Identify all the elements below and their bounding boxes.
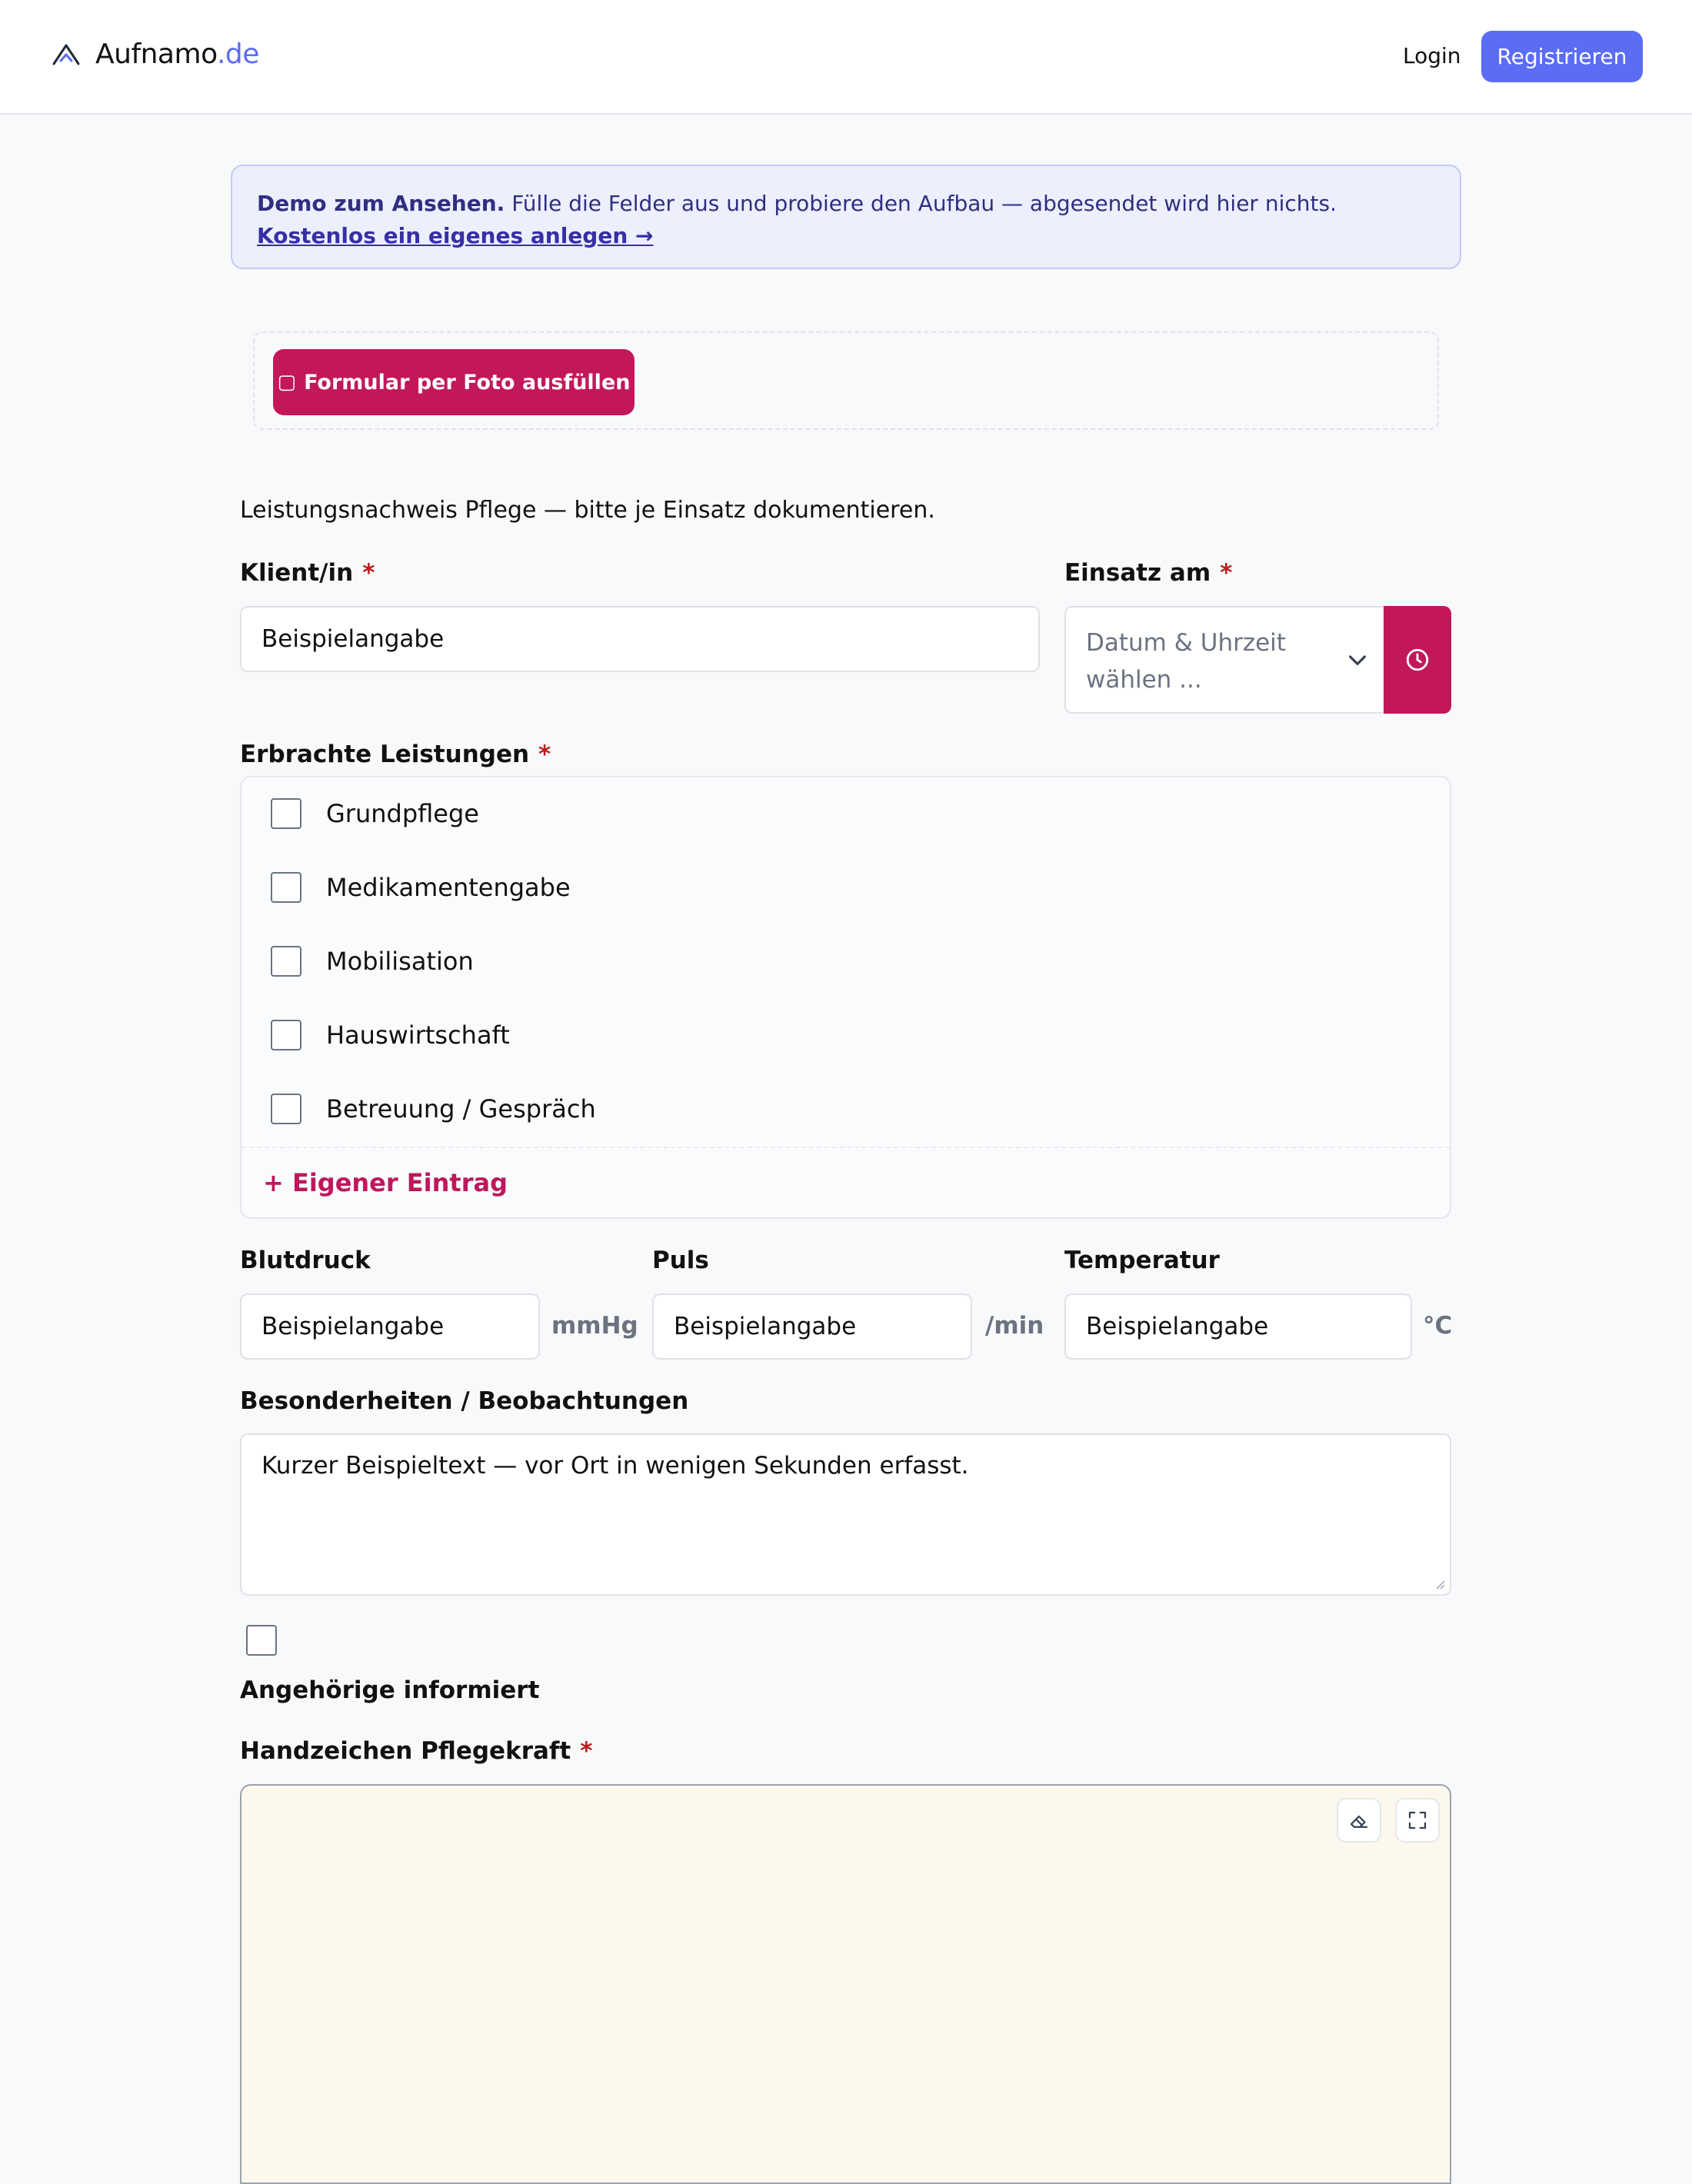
services-label: Erbrachte Leistungen * xyxy=(240,741,551,768)
logo-icon xyxy=(51,39,82,70)
fill-by-photo-label: Formular per Foto ausfüllen xyxy=(304,370,631,395)
notes-label: Besonderheiten / Beobachtungen xyxy=(240,1387,689,1415)
create-own-link[interactable]: Kostenlos ein eigenes anlegen → xyxy=(257,223,654,248)
resize-handle-icon[interactable] xyxy=(1434,1579,1445,1590)
checkbox[interactable] xyxy=(271,1020,301,1050)
service-option[interactable]: Mobilisation xyxy=(271,946,474,977)
expand-icon xyxy=(1406,1809,1429,1832)
client-input[interactable]: Beispielangabe xyxy=(240,606,1040,672)
fullscreen-button[interactable] xyxy=(1395,1798,1440,1843)
photo-fill-section xyxy=(253,331,1439,430)
clock-icon xyxy=(1404,647,1431,673)
blood-pressure-unit: mmHg xyxy=(551,1312,638,1340)
divider xyxy=(241,1147,1450,1148)
demo-banner-text: Fülle die Felder aus und probiere den Aufbau — abgesendet wird hier nichts. xyxy=(505,191,1337,216)
temperature-label: Temperatur xyxy=(1064,1247,1220,1274)
brand-name: Aufnamo.de xyxy=(95,38,259,70)
form-intro: Leistungsnachweis Pflege — bitte je Einsatz dokumentieren. xyxy=(240,497,935,524)
blood-pressure-label: Blutdruck xyxy=(240,1247,371,1274)
blood-pressure-input[interactable]: Beispielangabe xyxy=(240,1293,540,1360)
relatives-informed-checkbox[interactable] xyxy=(246,1625,277,1656)
service-option[interactable]: Medikamentengabe xyxy=(271,872,571,903)
relatives-informed-label: Angehörige informiert xyxy=(240,1676,540,1704)
camera-icon: ▢ xyxy=(277,371,297,394)
checkbox[interactable] xyxy=(271,1094,301,1124)
pulse-label: Puls xyxy=(652,1247,709,1274)
checkbox[interactable] xyxy=(271,872,301,903)
clear-signature-button[interactable] xyxy=(1337,1798,1381,1843)
signature-label: Handzeichen Pflegekraft * xyxy=(240,1737,593,1765)
service-option[interactable]: Grundpflege xyxy=(271,798,479,829)
notes-text: Kurzer Beispieltext — vor Ort in wenigen Sekunden erfasst. xyxy=(261,1452,969,1480)
notes-textarea[interactable] xyxy=(240,1433,1451,1596)
client-label: Klient/in * xyxy=(240,559,375,587)
login-link[interactable]: Login xyxy=(1403,43,1461,68)
service-option[interactable]: Betreuung / Gespräch xyxy=(271,1094,596,1124)
temperature-input[interactable]: Beispielangabe xyxy=(1064,1293,1412,1360)
fill-by-photo-button[interactable] xyxy=(273,349,634,415)
demo-banner-title: Demo zum Ansehen. xyxy=(257,191,505,216)
pulse-unit: /min xyxy=(985,1312,1044,1340)
checkbox[interactable] xyxy=(271,946,301,977)
now-time-button[interactable] xyxy=(1384,606,1451,714)
eraser-icon xyxy=(1347,1809,1371,1832)
checkbox[interactable] xyxy=(271,798,301,829)
temperature-unit: °C xyxy=(1423,1312,1453,1340)
brand-logo[interactable] xyxy=(51,38,259,70)
date-select[interactable] xyxy=(1064,606,1384,714)
date-label: Einsatz am * xyxy=(1064,559,1233,587)
services-checkbox-group xyxy=(240,776,1451,1219)
signature-pad[interactable] xyxy=(240,1784,1451,2184)
add-own-entry-link[interactable]: + Eigener Eintrag xyxy=(263,1168,508,1197)
date-placeholder-line1: Datum & Uhrzeit xyxy=(1086,629,1286,657)
service-option[interactable]: Hauswirtschaft xyxy=(271,1020,510,1050)
date-placeholder-line2: wählen ... xyxy=(1086,666,1202,694)
register-button[interactable]: Registrieren xyxy=(1481,31,1643,82)
demo-banner xyxy=(231,165,1461,269)
pulse-input[interactable]: Beispielangabe xyxy=(652,1293,972,1360)
top-navbar xyxy=(0,0,1692,115)
chevron-down-icon xyxy=(1345,648,1370,672)
